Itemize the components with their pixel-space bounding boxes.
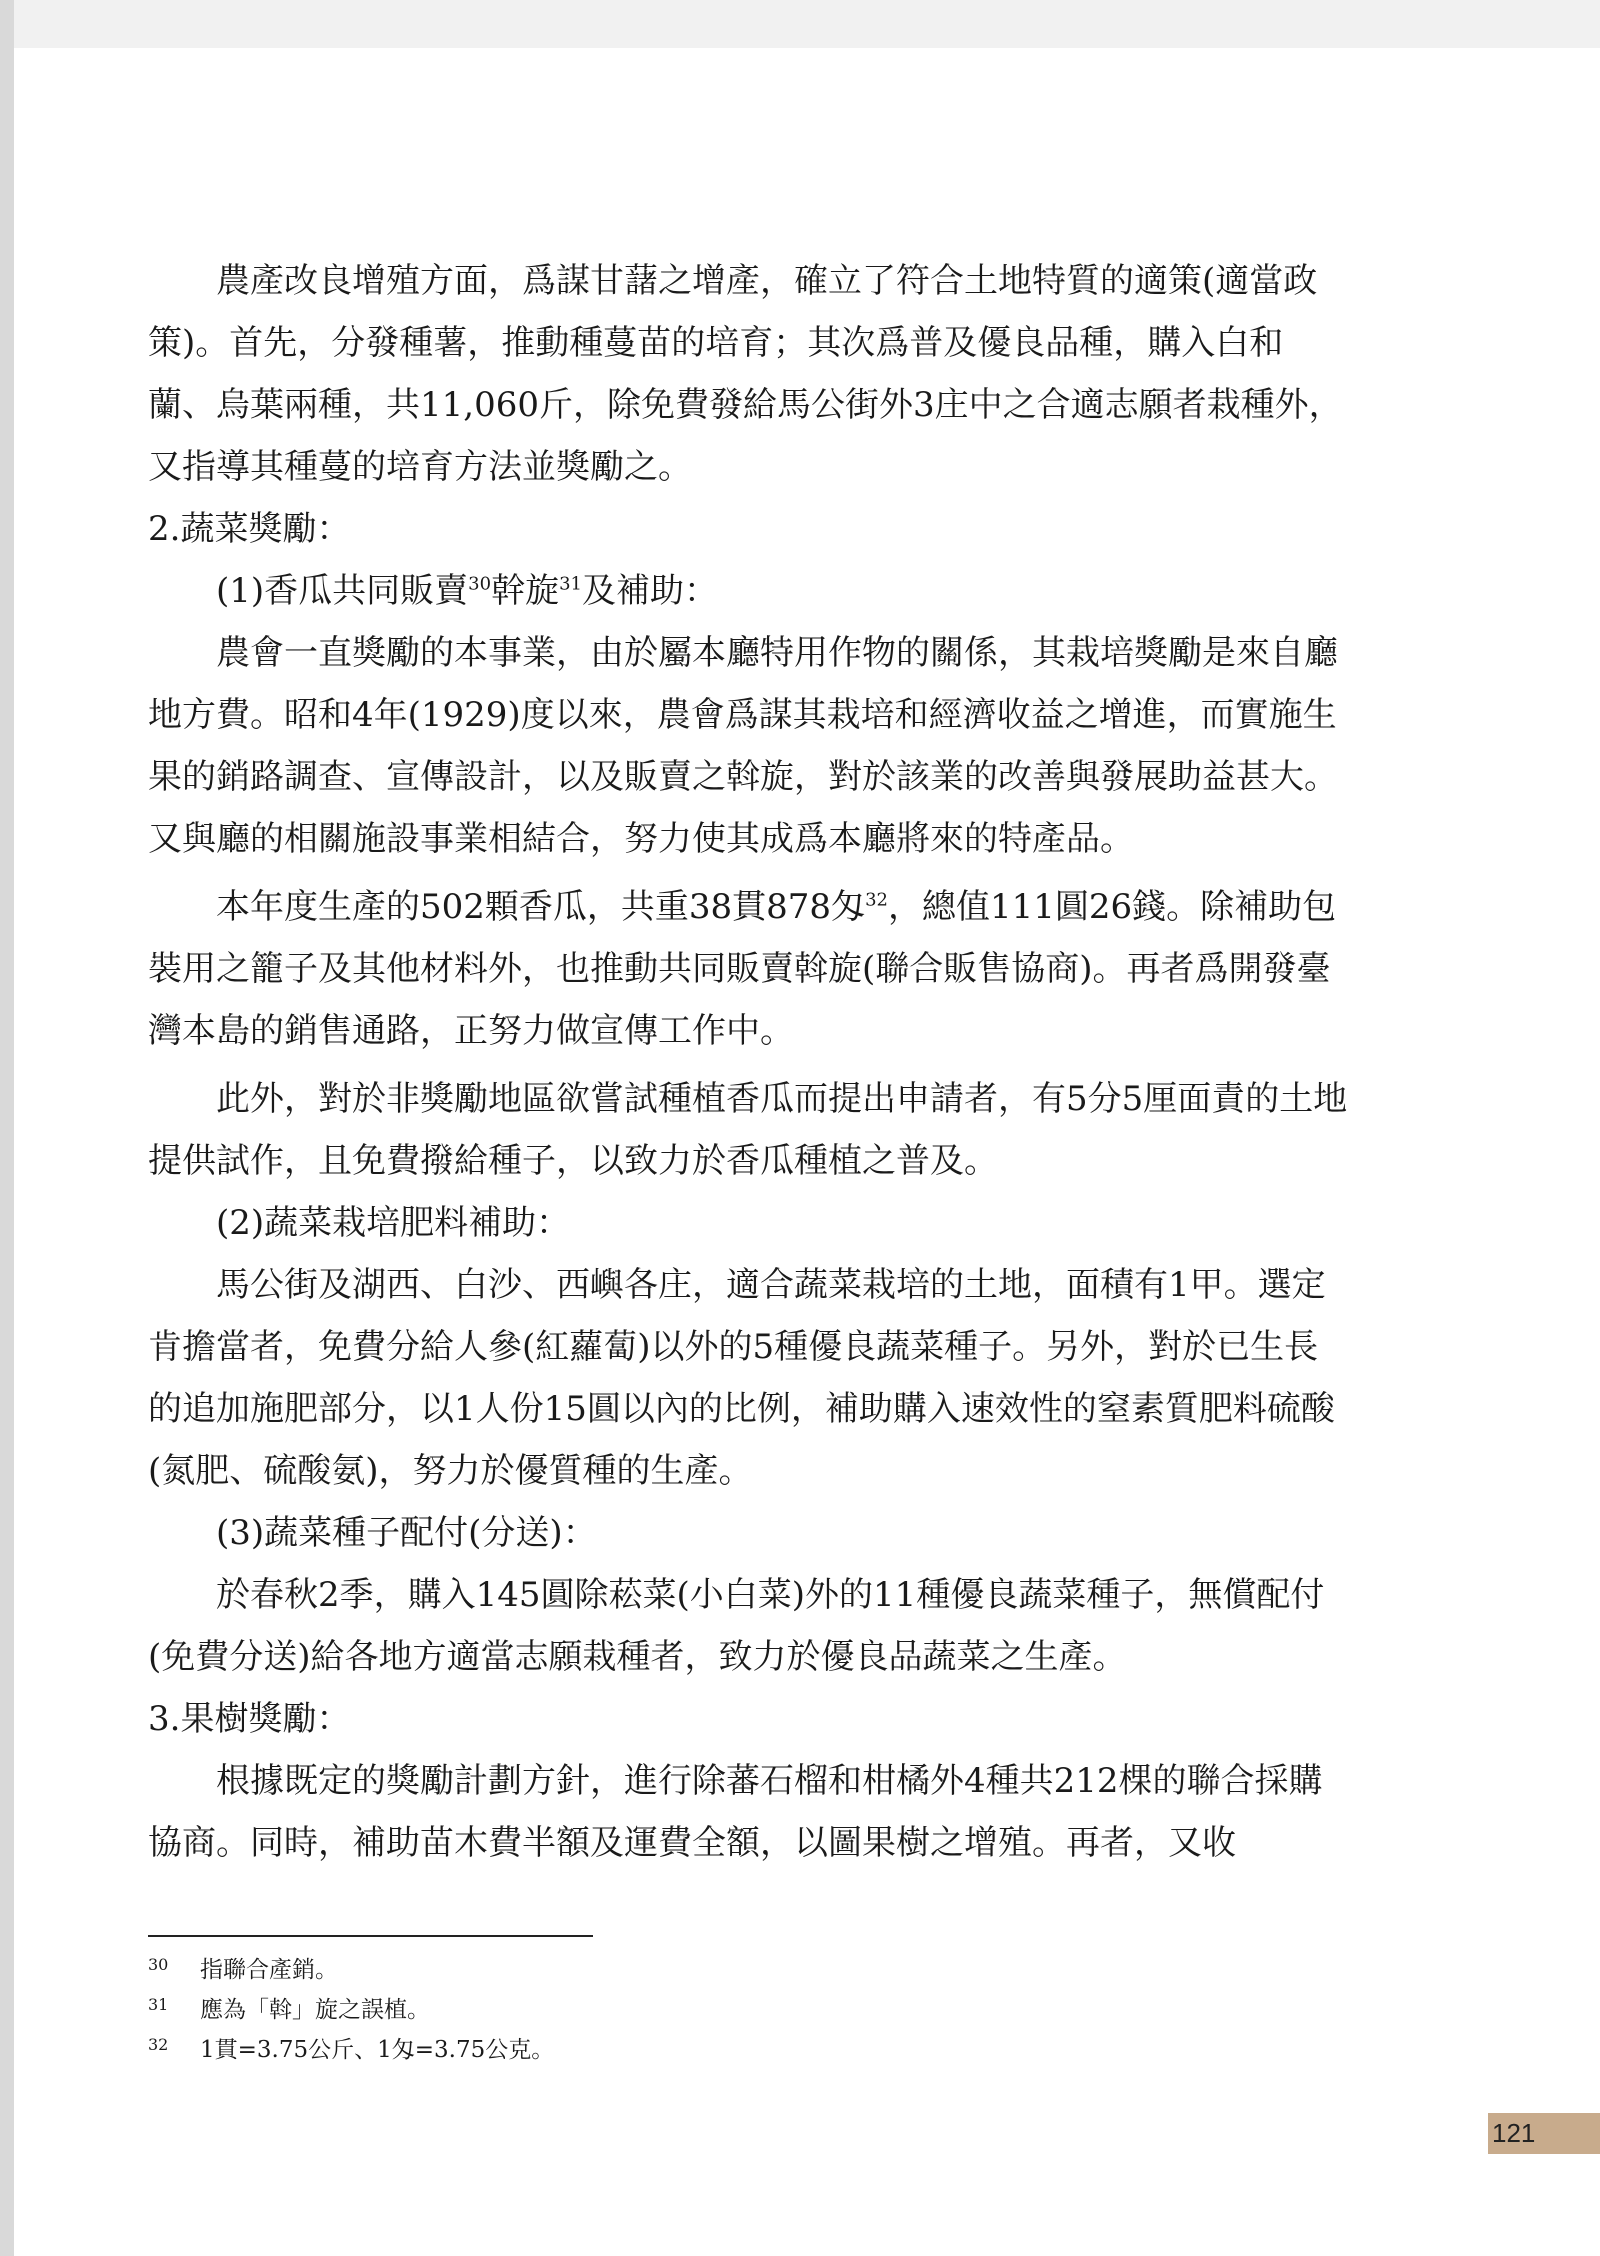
scan-edge-left (0, 0, 14, 2256)
footnote-ref-32: 32 (865, 889, 888, 911)
paragraph-seed-distribution: 於春秋2季，購入145圓除菘菜(小白菜)外的11種優良蔬菜種子，無償配付(免費分送)給各地方適當志願栽種者，致力於優良品蔬菜之生產。 (148, 1575, 1325, 1677)
footnote-32 (148, 2030, 1148, 2070)
footnote-31 (148, 1990, 1148, 2030)
subheading-seed-distribution: (3)蔬菜種子配付(分送)： (216, 1513, 597, 1553)
subheading-melon-sales (148, 560, 1348, 622)
paragraph-melon-program: 農會一直獎勵的本事業，由於屬本廳特用作物的關係，其栽培獎勵是來自廳地方費。昭和4年(1929)度以來，農會爲謀其栽培和經濟收益之增進，而實施生果的銷路調查、宣傳設計，以及販賣之斡旋，對於該業的改善與發展助益甚大。又與廳的相關施設事業相結合，努力使其成爲本廳將來的特產品。 (148, 633, 1338, 859)
footnote-30 (148, 1950, 1148, 1990)
footnote-number: 30 (148, 1955, 169, 1974)
heading-fruit-incentive: 3.果樹獎勵： (148, 1699, 351, 1739)
paragraph-fertilizer: 馬公街及湖西、白沙、西嶼各庄，適合蔬菜栽培的土地，面積有1甲。選定肯擔當者，免費分給人參(紅蘿蔔)以外的5種優良蔬菜種子。另外，對於已生長的追加施肥部分，以1人份15圓以內的比例，補助購入速效性的窒素質肥料硫酸(氮肥、硫酸氨)，努力於優質種的生產。 (148, 1265, 1335, 1491)
footnotes (148, 1950, 1148, 2070)
subheading-melon-text-b: 幹旋 (491, 571, 560, 611)
paragraph-melon-trial: 此外，對於非獎勵地區欲嘗試種植香瓜而提出申請者，有5分5厘面責的土地提供試作，且免費撥給種子，以致力於香瓜種植之普及。 (148, 1079, 1348, 1181)
paragraph-melon-production-b: ，總值111圓26錢。除補助包裝用之籠子及其他材料外，也推動共同販賣斡旋(聯合販售協商)。再者爲開發臺灣本島的銷售通路，正努力做宣傳工作中。 (148, 887, 1337, 1051)
footnote-number: 32 (148, 2035, 169, 2054)
footnote-text: 1貫=3.75公斤、1匁=3.75公克。 (200, 2037, 555, 2063)
subheading-melon-text-a: (1)香瓜共同販賣 (216, 571, 469, 611)
footnote-number: 31 (148, 1995, 169, 2014)
footnote-text: 指聯合產銷。 (200, 1957, 338, 1983)
paragraph-melon-production (148, 876, 1348, 1062)
footnote-ref-30: 30 (468, 573, 492, 595)
subheading-melon-text-c: 及補助： (581, 571, 718, 611)
paragraph-melon-production-a: 本年度生產的502顆香瓜，共重38貫878匁 (216, 887, 866, 927)
footnote-text: 應為「斡」旋之誤植。 (200, 1997, 430, 2023)
paragraph-fruit-trees: 根據既定的獎勵計劃方針，進行除蕃石榴和柑橘外4種共212棵的聯合採購協商。同時，補助苗木費半額及運費全額，以圖果樹之增殖。再者，又收 (148, 1761, 1323, 1863)
page-number: 121 (1492, 2118, 1536, 2148)
heading-vegetable-incentive: 2.蔬菜獎勵： (148, 509, 351, 549)
footnote-ref-31: 31 (559, 573, 582, 595)
subheading-fertilizer: (2)蔬菜栽培肥料補助： (216, 1203, 571, 1243)
paragraph-agriculture: 農產改良增殖方面，爲謀甘藷之增產，確立了符合土地特質的適策(適當政策)。首先，分發種薯，推動種蔓苗的培育；其次爲普及優良品種，購入白和蘭、烏葉兩種，共11,060斤，除免費發給馬公街外3庄中之合適志願者栽種外，又指導其種蔓的培育方法並獎勵之。 (148, 261, 1343, 487)
body-text (148, 250, 1348, 1874)
scan-edge-top (0, 0, 1600, 48)
footnote-divider (148, 1935, 593, 1937)
